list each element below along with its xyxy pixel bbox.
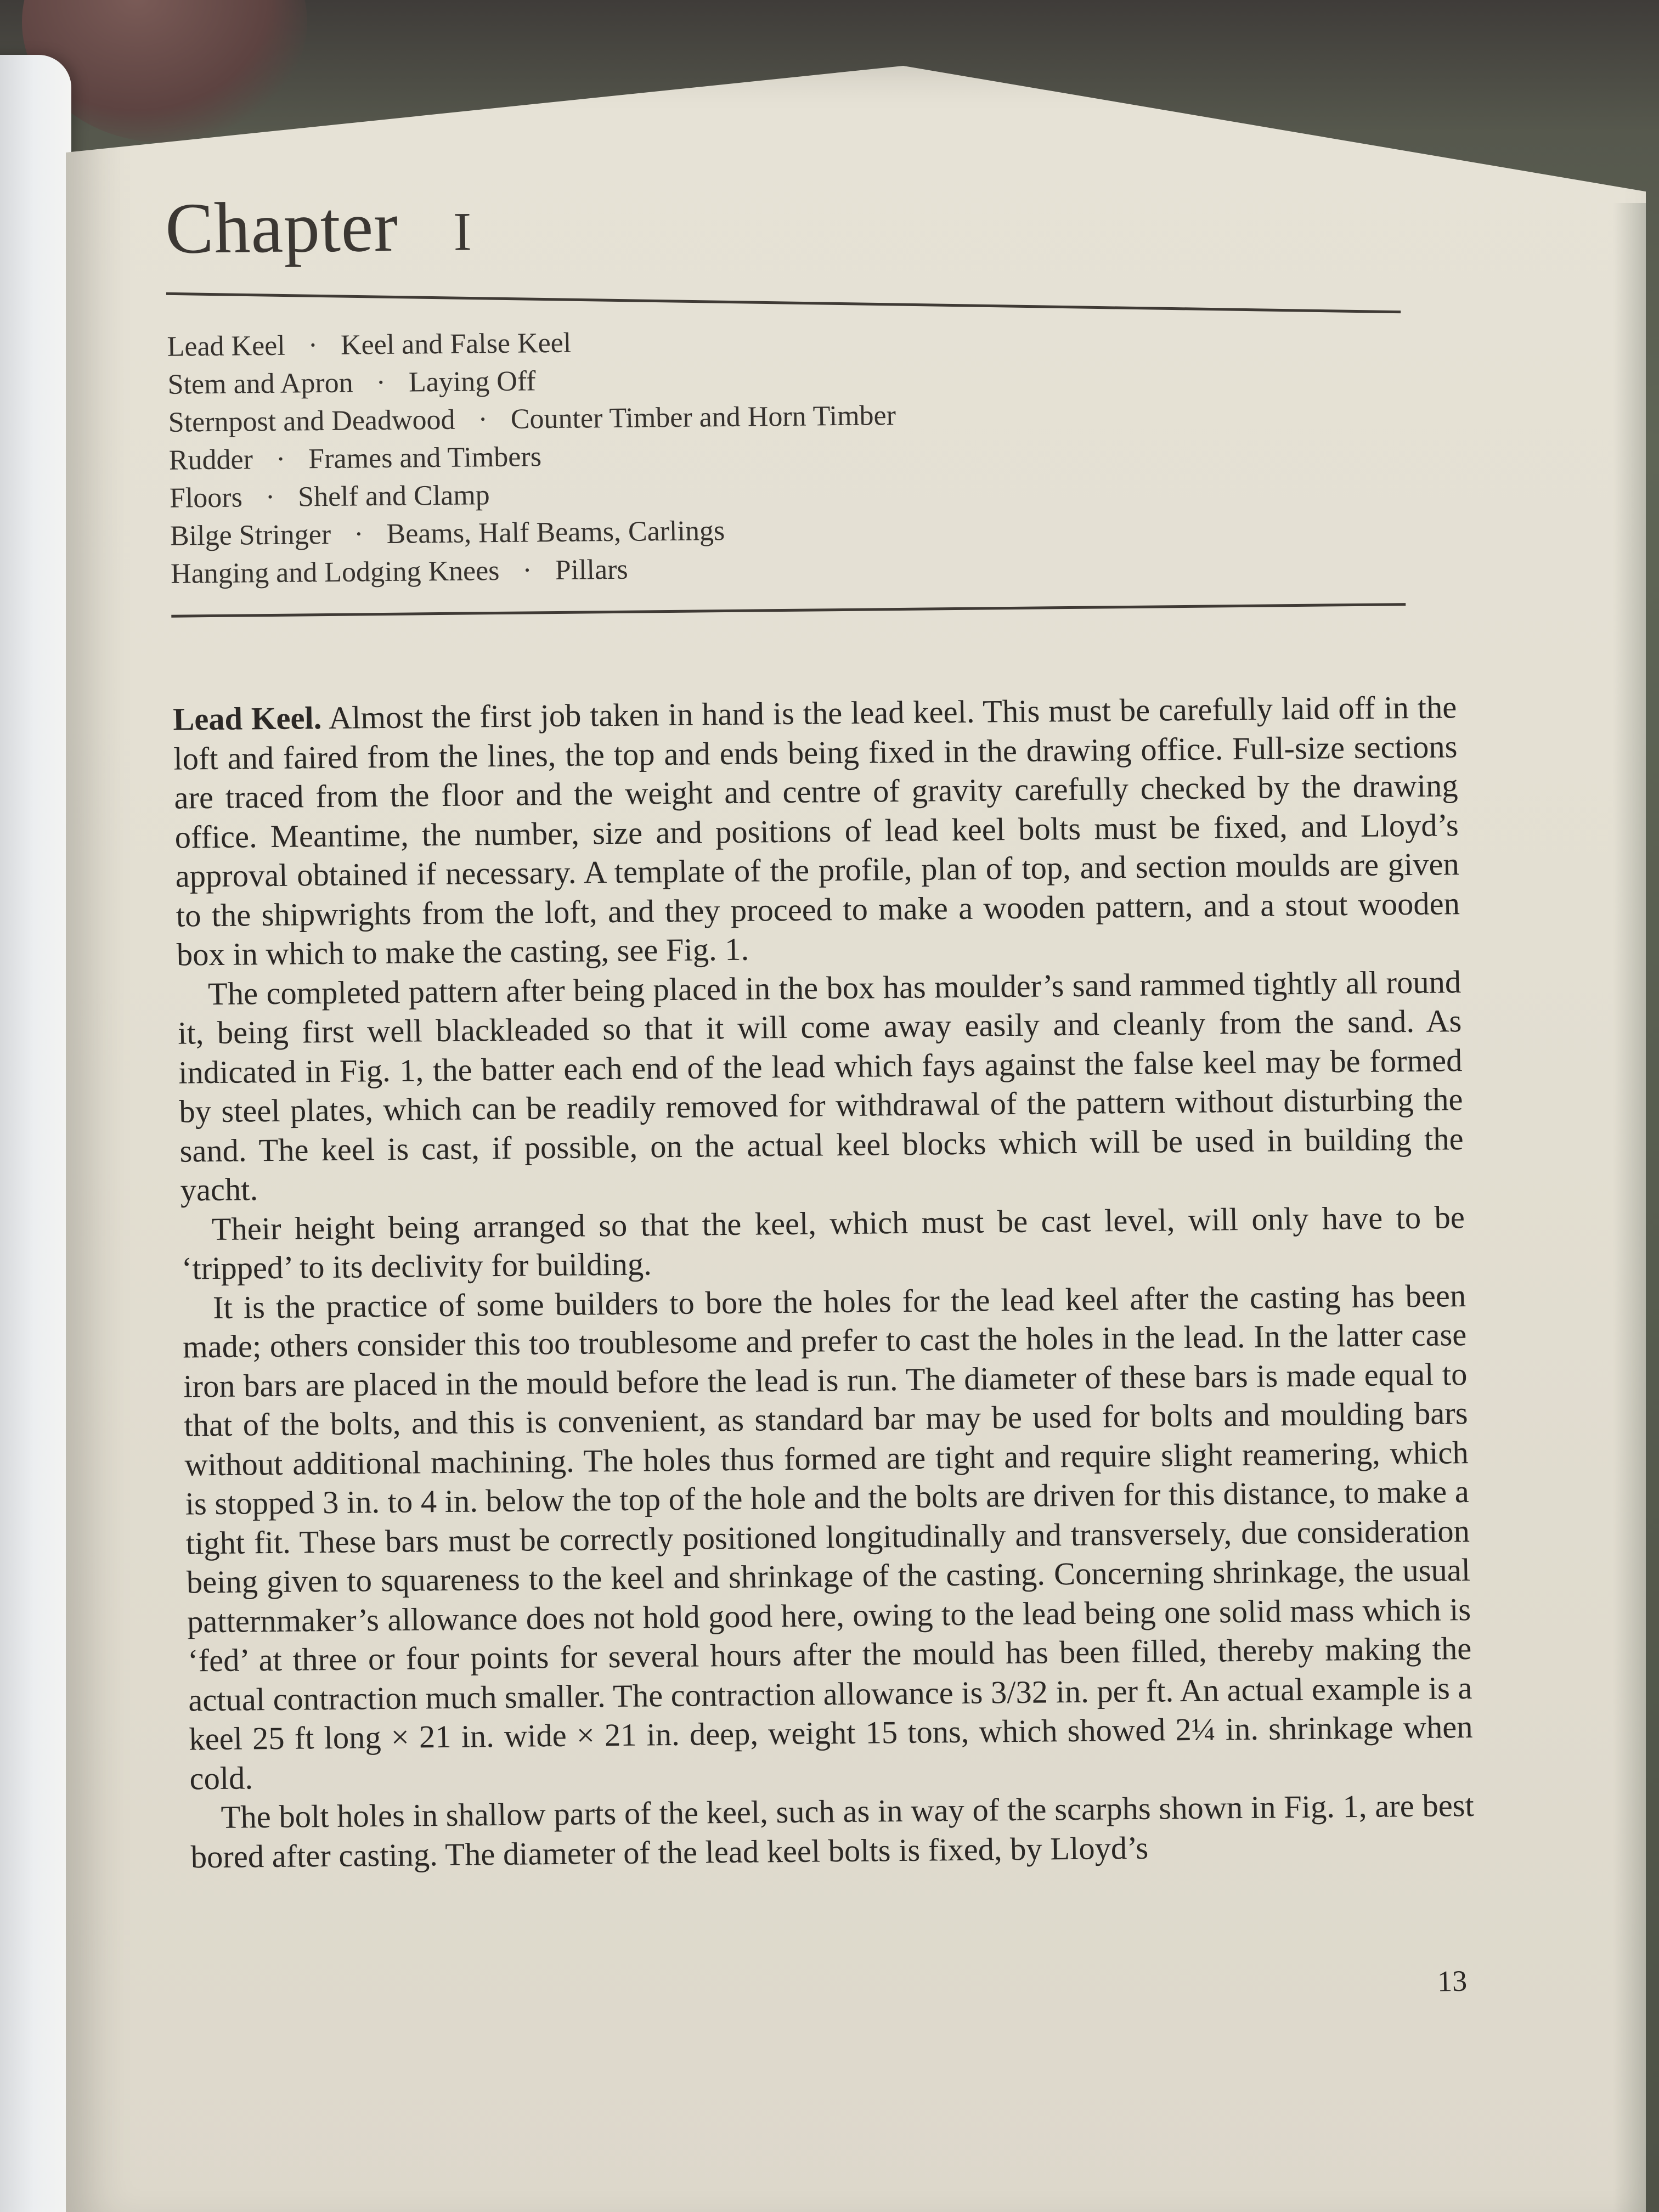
separator-dot: · [376,366,386,399]
separator-dot: · [522,555,533,586]
contents-topic: Frames and Timbers [308,441,542,475]
chapter-heading [165,174,1471,270]
chapter-contents [167,315,1477,593]
separator-dot: · [308,330,318,362]
heading-rule [166,292,1401,313]
separator-dot: · [478,404,488,436]
paragraph: The bolt holes in shallow parts of the keel, such as in way of the scarphs shown in Fig. 1, are best bored after casting. The diameter of the lead keel bolts is fixed, by Lloyd’s [190,1787,1475,1875]
paragraph-text: Almost the first job taken in hand is the lead keel. This must be carefully laid off in the loft and faired from the lines, the top and ends being fixed in the drawing office. Full-size sections are traced from the floor and the weight and centre of gravity carefully checked by the drawing office. Meantime, the number, size and positions of lead keel bolts must be fixed, and Lloyd’s approval obtained if necessary. A template of the profile, plan of top, and section moulds are given to the shipwrights from the loft, and they proceed to make a wooden pattern, and a stout wooden box in which to make the casting, see Fig. 1. [173,689,1460,973]
contents-topic: Keel and False Keel [340,327,572,361]
paragraph: Their height being arranged so that the keel, which must be cast level, will only have to be ‘tripped’ to its declivity for building. [181,1199,1465,1286]
chapter-title: Chapter [165,185,399,269]
contents-topic: Lead Keel [167,330,286,363]
separator-dot: · [275,443,286,475]
contents-topic: Beams, Half Beams, Carlings [386,515,725,550]
page-content [154,174,1497,1877]
chapter-number: I [453,201,472,262]
contents-topic: Hanging and Lodging Knees [170,555,500,590]
contents-topic: Bilge Stringer [170,518,331,552]
page-edge-shadow [1613,203,1646,2212]
contents-topic: Counter Timber and Horn Timber [510,400,896,435]
section-heading: Lead Keel. [172,700,322,737]
contents-topic: Shelf and Clamp [297,479,490,513]
contents-topic: Pillars [555,554,629,586]
body-text [173,687,1475,1876]
facing-page-edge [0,55,71,2212]
contents-topic: Floors [169,482,243,514]
paragraph: It is the practice of some builders to bore the holes for the lead keel after the casting has been made; others consider this too troublesome and prefer to cast the holes in the lead. In the latter case iron bars are placed in the mould before the lead is run. The diameter of these bars is made equal to that of the bolts, and this is convenient, as standard bar may be used for bolts and moulding bars without additional machining. The holes thus formed are tight and require slight reamering, which is stopped 3 in. to 4 in. below the top of the hole and the bolts are driven for this distance, to make a tight fit. These bars must be correctly positioned longitudinally and transversely, due consideration being given to squareness to the keel and shrinkage of the casting. Concerning shrinkage, the usual patternmaker’s allowance does not hold good here, owing to the lead being one solid mass which is ‘fed’ at three or four points for several hours after the mould has been filled, thereby making the actual contraction much smaller. The contraction allowance is 3/32 in. per ft. An actual example is a keel 25 ft long × 21 in. wide × 21 in. deep, weight 15 tons, which showed 2¼ in. shrinkage when cold. [182,1277,1473,1796]
contents-topic: Rudder [168,444,253,476]
contents-topic: Laying Off [408,365,536,398]
contents-rule [171,603,1406,618]
page-number: 13 [1437,1964,1468,1998]
paragraph [173,687,1461,974]
contents-topic: Sternpost and Deadwood [168,404,455,438]
separator-dot: · [265,481,275,514]
paragraph: The completed pattern after being placed in the box has moulder’s sand rammed tightly all round it, being first well blackleaded so that it will come away easily and cleanly from the sand. As indicated in Fig. 1, the batter each end of the lead which fays against the false keel may be formed by steel plates, which can be readily removed for withdrawal of the pattern without disturbing the sand. The keel is cast, if possible, on the actual keel blocks which will be used in building the yacht. [177,963,1464,1208]
separator-dot: · [353,518,364,550]
contents-topic: Stem and Apron [167,367,354,400]
